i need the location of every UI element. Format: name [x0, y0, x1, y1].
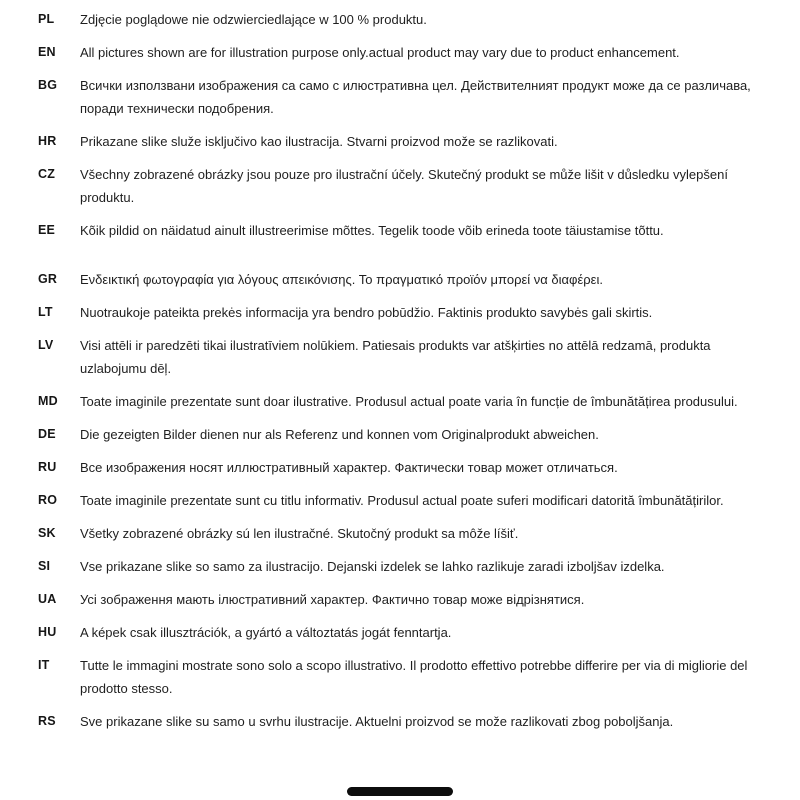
- disclaimer-row: [38, 301, 772, 324]
- language-code-label: MD: [38, 394, 58, 408]
- disclaimer-row: [38, 621, 772, 644]
- disclaimer-row: [38, 654, 772, 700]
- disclaimer-row: [38, 74, 772, 120]
- language-code-label: CZ: [38, 167, 56, 181]
- language-code-label: LT: [38, 305, 53, 319]
- language-code-label: HR: [38, 134, 57, 148]
- disclaimer-row: [38, 334, 772, 380]
- language-code-label: IT: [38, 658, 50, 672]
- language-code-label: EE: [38, 223, 56, 237]
- disclaimer-row: [38, 456, 772, 479]
- language-code-label: RU: [38, 460, 57, 474]
- disclaimer-text: Toate imaginile prezentate sunt cu titlu informativ. Produsul actual poate suferi modificari datorită îmbunătățirilor.: [80, 493, 724, 508]
- disclaimer-text: Všechny zobrazené obrázky jsou pouze pro ilustrační účely. Skutečný produkt se může lišit v důsledku vylepšení produktu.: [80, 167, 728, 205]
- home-indicator-bar[interactable]: [347, 787, 453, 796]
- disclaimer-text: Zdjęcie poglądowe nie odzwierciedlające w 100 % produktu.: [80, 12, 427, 27]
- disclaimer-text: Všetky zobrazené obrázky sú len ilustračné. Skutočný produkt sa môže líšiť.: [80, 526, 519, 541]
- language-code-label: DE: [38, 427, 56, 441]
- language-code-label: PL: [38, 12, 55, 26]
- disclaimer-text: Vse prikazane slike so samo za ilustracijo. Dejanski izdelek se lahko razlikuje zaradi izboljšav izdelka.: [80, 559, 665, 574]
- disclaimer-row: [38, 8, 772, 31]
- language-code-label: EN: [38, 45, 56, 59]
- disclaimer-row: [38, 555, 772, 578]
- disclaimer-row: [38, 41, 772, 64]
- disclaimer-text: Всички използвани изображения са само с илюстративна цел. Действителният продукт може да се различава, поради технически подобрения.: [80, 78, 751, 116]
- disclaimer-row: [38, 522, 772, 545]
- language-code-label: HU: [38, 625, 57, 639]
- disclaimer-text: Kõik pildid on näidatud ainult illustreerimise mõttes. Tegelik toode võib erineda toote täiustamise tõttu.: [80, 223, 664, 238]
- language-code-label: LV: [38, 338, 54, 352]
- disclaimer-row: [38, 219, 772, 242]
- disclaimer-row: [38, 130, 772, 153]
- disclaimer-text: Ενδεικτική φωτογραφία για λόγους απεικόνισης. Το πραγματικό προϊόν μπορεί να διαφέρει.: [80, 272, 603, 287]
- disclaimer-text: Toate imaginile prezentate sunt doar ilustrative. Produsul actual poate varia în funcție de îmbunătățirea produsului.: [80, 394, 738, 409]
- language-code-label: RS: [38, 714, 56, 728]
- language-code-label: RO: [38, 493, 58, 507]
- disclaimer-text: Sve prikazane slike su samo u svrhu ilustracije. Aktuelni proizvod se može razlikovati zbog poboljšanja.: [80, 714, 674, 729]
- disclaimer-text: Все изображения носят иллюстративный характер. Фактически товар может отличаться.: [80, 460, 618, 475]
- disclaimer-row: [38, 268, 772, 291]
- disclaimer-text: Tutte le immagini mostrate sono solo a scopo illustrativo. Il prodotto effettivo potrebbe differire per via di migliorie del prodotto stesso.: [80, 658, 748, 696]
- disclaimer-text: A képek csak illusztrációk, a gyártó a változtatás jogát fenntartja.: [80, 625, 452, 640]
- disclaimer-row: [38, 423, 772, 446]
- language-code-label: SI: [38, 559, 51, 573]
- disclaimer-text: Prikazane slike služe isključivo kao ilustracija. Stvarni proizvod može se razlikovati.: [80, 134, 558, 149]
- language-code-label: BG: [38, 78, 58, 92]
- disclaimer-row: [38, 710, 772, 733]
- disclaimer-row: [38, 588, 772, 611]
- disclaimer-text: All pictures shown are for illustration purpose only.actual product may vary due to product enhancement.: [80, 45, 680, 60]
- disclaimer-row: [38, 489, 772, 512]
- disclaimer-row: [38, 163, 772, 209]
- language-code-label: GR: [38, 272, 58, 286]
- disclaimer-text: Die gezeigten Bilder dienen nur als Referenz und konnen vom Originalprodukt abweichen.: [80, 427, 599, 442]
- disclaimer-text: Visi attēli ir paredzēti tikai ilustratīviem nolūkiem. Patiesais produkts var atšķirties no attēlā redzamā, produkta uzlabojumu dēļ.: [80, 338, 711, 376]
- disclaimer-text: Nuotraukoje pateikta prekės informacija yra bendro pobūdžio. Faktinis produkto savybės gali skirtis.: [80, 305, 653, 320]
- language-code-label: UA: [38, 592, 57, 606]
- language-code-label: SK: [38, 526, 56, 540]
- disclaimer-row: [38, 390, 772, 413]
- disclaimer-text: Усі зображення мають ілюстративний характер. Фактично товар може відрізнятися.: [80, 592, 585, 607]
